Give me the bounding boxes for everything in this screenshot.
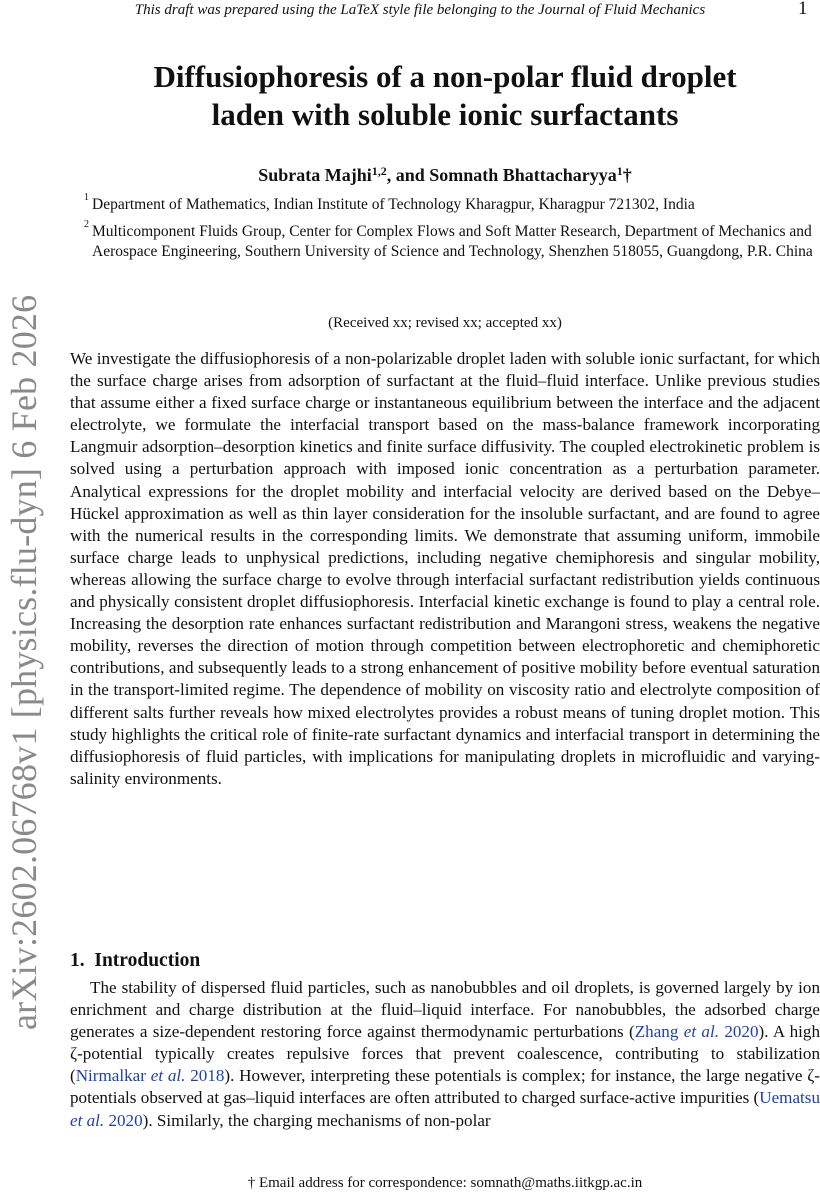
title-line: Diffusiophoresis of a non-polar fluid droplet	[153, 59, 737, 94]
affiliation-number: 2	[84, 218, 89, 230]
affiliation-text: Department of Mathematics, Indian Institute of Technology Kharagpur, Kharagpur 721302, India	[92, 196, 695, 213]
author-affiliation-mark: 1,2	[371, 164, 387, 178]
affiliation-text: Multicomponent Fluids Group, Center for Complex Flows and Soft Matter Research, Department of Mechanics and Aerospace Engineering, Southern University of Science and Technology, Shenzhen 518055, Guangdong, P.R. China	[92, 222, 813, 260]
section-number: 1.	[70, 950, 85, 971]
paper-title	[70, 58, 820, 134]
citation-etal: et al.	[150, 1066, 186, 1086]
corresponding-author-mark: †	[622, 165, 632, 185]
introduction-paragraph	[70, 977, 820, 1132]
intro-text: ). However, interpreting these potentials is complex; for instance, the large negative ζ-potentials observed at gas–liquid interfaces are often attributed to charged surface-active impurities (	[70, 1066, 820, 1108]
citation-etal: et al.	[683, 1022, 719, 1042]
citation-author: Uematsu	[759, 1088, 820, 1108]
journal-header-note: This draft was prepared using the LaTeX style file belonging to the Journal of Fluid Mechanics	[134, 2, 706, 18]
author-affiliation-mark: 1	[616, 164, 623, 178]
author-name: Subrata Majhi	[258, 165, 372, 185]
affiliation-list	[84, 192, 820, 269]
intro-text: ). Similarly, the charging mechanisms of non-polar	[142, 1110, 491, 1130]
affiliation	[84, 218, 820, 263]
section-title: Introduction	[94, 950, 201, 971]
arxiv-side-stamp: arXiv:2602.06768v1 [physics.flu-dyn] 6 Feb 2026	[4, 294, 44, 1030]
affiliation-number: 1	[84, 192, 89, 203]
author-name: Somnath Bhattacharyya	[429, 165, 617, 185]
section-heading	[70, 948, 200, 974]
intro-text: ). A high ζ-potential typically creates repulsive forces that prevent coalescence, contributing to stabilization (	[70, 1022, 820, 1086]
title-line: laden with soluble ionic surfactants	[211, 97, 679, 132]
abstract: We investigate the diffusiophoresis of a non-polarizable droplet laden with soluble ionic surfactant, for which the surface charge arises from adsorption of surfactant at the fluid–fluid interface. Unlike previous studies that assume either a fixed surface charge or instantaneous equilibrium between the interface and the adjacent electrolyte, we formulate the interfacial transport based on the mass-balance framework incorporating Langmuir adsorption–desorption kinetics and finite surface diffusivity. The coupled electrokinetic problem is solved using a perturbation approach with imposed ionic concentration as a perturbation parameter. Analytical expressions for the droplet mobility and interfacial velocity are derived based on the Debye–Hückel approximation as well as thin layer consideration for the insoluble surfactant, and are found to agree with the numerical results in the corresponding limits. We demonstrate that assuming uniform, immobile surface charge leads to unphysical predictions, including negative chemiphoresis and singular mobility, whereas allowing the surface charge to evolve through interfacial surfactant redistribution yields continuous and physically consistent droplet diffusiophoresis. Interfacial kinetic exchange is found to play a central role. Increasing the desorption rate enhances surfactant redistribution and Marangoni stress, weakens the negative mobility, reverses the direction of motion through competition between electrophoretic and chemiphoretic contributions, and subsequently leads to a strong enhancement of positive mobility before eventual saturation in the transport-limited regime. The dependence of mobility on viscosity ratio and electrolyte composition of different salts further reveals how mixed electrolytes provides a robust means of tuning droplet motion. This study highlights the critical role of finite-rate surfactant dynamics and interfacial transport in determining the diffusiophoresis of fluid particles, with implications for manipulating droplets in microfluidic and varying-salinity environments.	[70, 349, 820, 788]
page-number: 1	[798, 0, 808, 19]
citation-author: Zhang	[634, 1022, 684, 1042]
citation-year: 2018	[185, 1066, 225, 1086]
citation-link[interactable]	[76, 1066, 225, 1085]
citation-year: 2020	[718, 1022, 759, 1042]
intro-text: The stability of dispersed fluid particles, such as nanobubbles and oil droplets, is governed largely by ion enrichment and charge distribution at the fluid–liquid interface. For nanobubbles, the adsorbed charge generates a size-dependent restoring force against thermodynamic perturbations (	[70, 978, 820, 1042]
affiliation	[84, 192, 820, 216]
citation-etal: et al.	[70, 1110, 105, 1130]
received-dates: (Received xx; revised xx; accepted xx)	[328, 315, 562, 331]
author-list	[70, 159, 820, 187]
citation-year: 2020	[104, 1110, 143, 1130]
citation-author: Nirmalkar	[75, 1066, 151, 1086]
author-separator: , and	[386, 165, 430, 185]
citation-link[interactable]	[635, 1022, 759, 1041]
correspondence-footnote: † Email address for correspondence: somnath@maths.iitkgp.ac.in	[247, 1175, 643, 1191]
